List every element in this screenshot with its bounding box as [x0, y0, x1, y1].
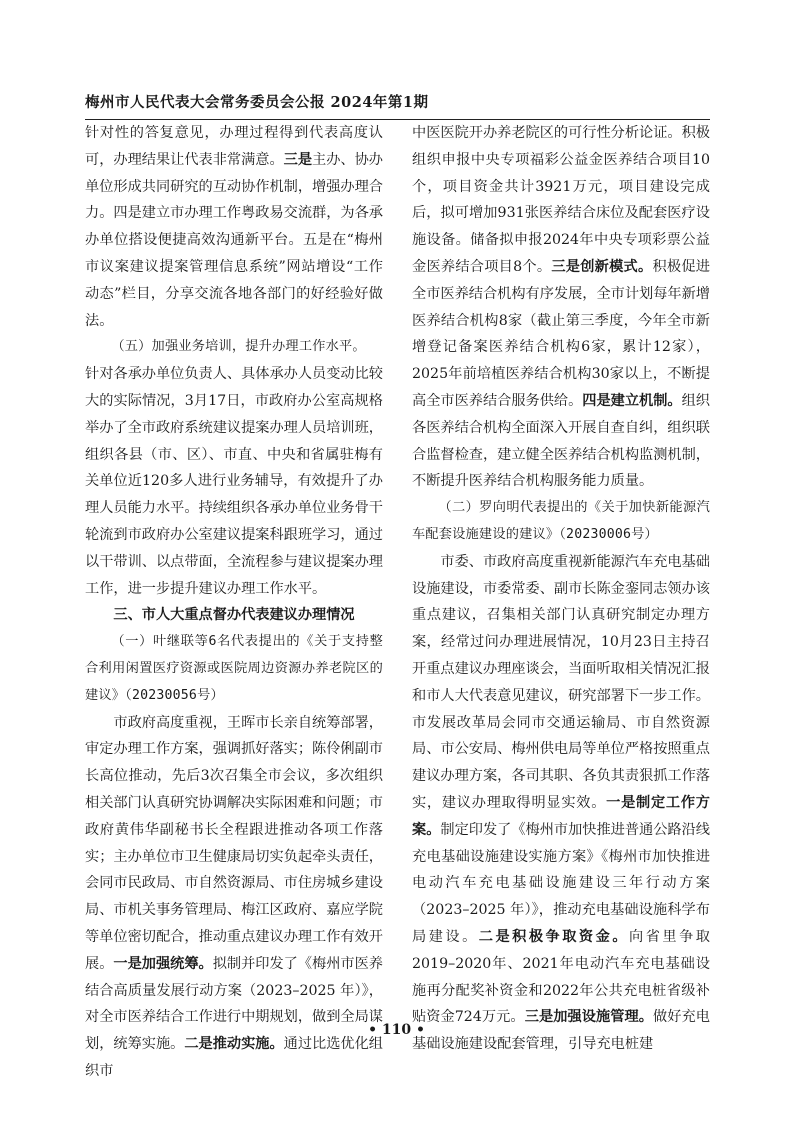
emphasis: 二是积极争取资金。 — [478, 928, 630, 945]
emphasis: 三是 — [283, 151, 313, 168]
section-heading-3: 三、市人大重点督办代表建议办理情况 — [113, 607, 355, 624]
paragraph-left-3: 市政府高度重视，王晖市长亲自统筹部署，审定办理工作方案，强调抓好落实；陈伶俐副市长高位推动，先后3次召集全市会议，多次组织相关部门认真研究协调解决实际困难和问题；市政府黄伟华副秘书长全程跟进推动各项工作落实；主办单位市卫生健康局切实负起牵头责任，会同市民政局、市自然资源局、市住房城乡建设局、市机关事务管理局、梅江区政府、嘉应学院等单位密切配合，推动重点建议办理工作有效开展。一是加强统筹。拟制并印发了《梅州市医养结合高质量发展行动方案（2023–2025 年）》，对全市医养结合工作进行中期规划，做到全局谋划，统筹实施。二是推动实施。通过比选优化组织市 — [85, 714, 383, 1079]
paragraph-left-2: 针对各承办单位负责人、具体承办人员变动比较大的实际情况，3月17日，市政府办公室高规格举办了全市政府系统建议提案办理人员培训班，组织各县（市、区）、市直、中央和省属驻梅有关单位近120多人进行业务辅导，有效提升了办理人员能力水平。持续组织各承办单位业务骨干轮流到市政府办公室建议提案科跟班学习，通过以干带训、以点带面，全流程参与建议提案办理工作，进一步提升建议办理工作水平。 — [85, 366, 383, 597]
subsection-heading-3-2: （二）罗向明代表提出的《关于加快新能源汽车配套设施建设的建议》（20230006号） — [412, 500, 710, 542]
paragraph-right-1: 中医医院开办养老院区的可行性分析论证。积极组织申报中央专项福彩公益金医养结合项目10个，项目资金共计3921万元，项目建设完成后，拟可增加931张医养结合床位及配套医疗设施设备。储备拟申报2024年中央专项彩票公益金医养结合项目8个。三是创新模式。积极促进全市医养结合机构有序发展，全市计划每年新增医养结合机构8家（截止第三季度，今年全市新增登记备案医养结合机构6家，累计12家），2025年前培植医养结合机构30家以上，不断提高全市医养结合服务供给。四是建立机制。组织各医养结合机构全面深入开展自查自纠，组织联合监督检查，建立健全医养结合机构监测机制，不断提升医养结合机构服务能力质量。 — [412, 125, 710, 490]
page-header: 梅州市人民代表大会常务委员会公报 2024年第1期 — [85, 94, 429, 111]
emphasis: 一是加强统筹。 — [113, 955, 213, 972]
left-column — [85, 120, 383, 1085]
right-column — [412, 120, 710, 1058]
emphasis: 一是制定工作方案。 — [412, 794, 710, 838]
emphasis: 四是建立机制。 — [582, 392, 682, 409]
emphasis: 二是推动实施。 — [184, 1036, 284, 1053]
paragraph-left-1: 针对性的答复意见，办理过程得到代表高度认可，办理结果让代表非常满意。三是主办、协办单位形成共同研究的互动协作机制，增强办理合力。四是建立市办理工作粤政易交流群，为各承办单位搭设便捷高效沟通新平台。五是在“梅州市议案建议提案管理信息系统”网站增设“工作动态”栏目，分享交流各地各部门的好经验好做法。 — [85, 125, 383, 329]
page-number: • 110 • — [368, 1022, 425, 1038]
subsection-heading-5: （五）加强业务培训，提升办理工作水平。 — [111, 339, 366, 355]
emphasis: 三是创新模式。 — [551, 258, 653, 275]
emphasis: 三是加强设施管理。 — [524, 1009, 654, 1026]
subsection-heading-3-1: （一）叶继联等6名代表提出的《关于支持整合利用闲置医疗资源或医院周边资源办养老院区的建议》（20230056号） — [85, 634, 383, 703]
paragraph-right-2: 市委、市政府高度重视新能源汽车充电基础设施建设，市委常委、副市长陈金銮同志领办该重点建议，召集相关部门认真研究制定办理方案，经常过问办理进展情况，10月23日主持召开重点建议办理座谈会，当面听取相关情况汇报和市人大代表意见建议，研究部署下一步工作。市发展改革局会同市交通运输局、市自然资源局、市公安局、梅州供电局等单位严格按照重点建议办理方案，各司其职、各负其责狠抓工作落实，建议办理取得明显实效。一是制定工作方案。制定印发了《梅州市加快推进普通公路沿线充电基础设施建设实施方案》《梅州市加快推进电动汽车充电基础设施建设三年行动方案（2023–2025 年）》，推动充电基础设施科学布局建设。二是积极争取资金。向省里争取2019–2020年、2021年电动汽车充电基础设施再分配奖补资金和2022年公共充电桩省级补贴资金724万元。三是加强设施管理。做好充电基础设施建设配套管理，引导充电桩建 — [412, 553, 710, 1053]
